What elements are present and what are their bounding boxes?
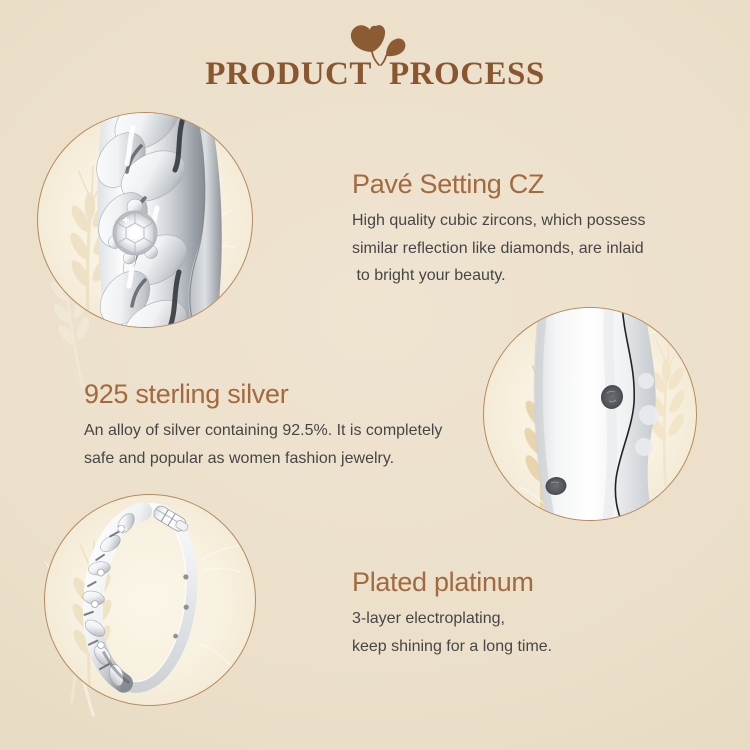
product-photo-ring-inner-band <box>483 307 697 521</box>
section-body-line: 3-layer electroplating, <box>352 610 505 627</box>
section-body-line: High quality cubic zircons, which possess <box>352 212 646 229</box>
section-heading: Pavé Setting CZ <box>352 169 545 199</box>
section-sterling-silver <box>84 378 504 472</box>
section-body-line: safe and popular as women fashion jewelry. <box>84 449 395 467</box>
product-photo-braided-ring-closeup <box>37 112 253 328</box>
section-heading: Plated platinum <box>352 567 534 597</box>
section-body-line: to bright your beauty. <box>352 267 506 284</box>
page-title: PRODUCT PROCESS <box>205 56 545 92</box>
section-pave-setting <box>352 168 702 290</box>
section-body-line: keep shining for a long time. <box>352 637 553 655</box>
section-body-line: An alloy of silver containing 92.5%. It is completely <box>84 422 443 439</box>
section-plated-platinum <box>352 566 702 660</box>
section-heading: 925 sterling silver <box>84 379 289 409</box>
section-body-line: similar reflection like diamonds, are inlaid <box>352 239 644 257</box>
product-photo-hoop-earring <box>44 494 256 706</box>
